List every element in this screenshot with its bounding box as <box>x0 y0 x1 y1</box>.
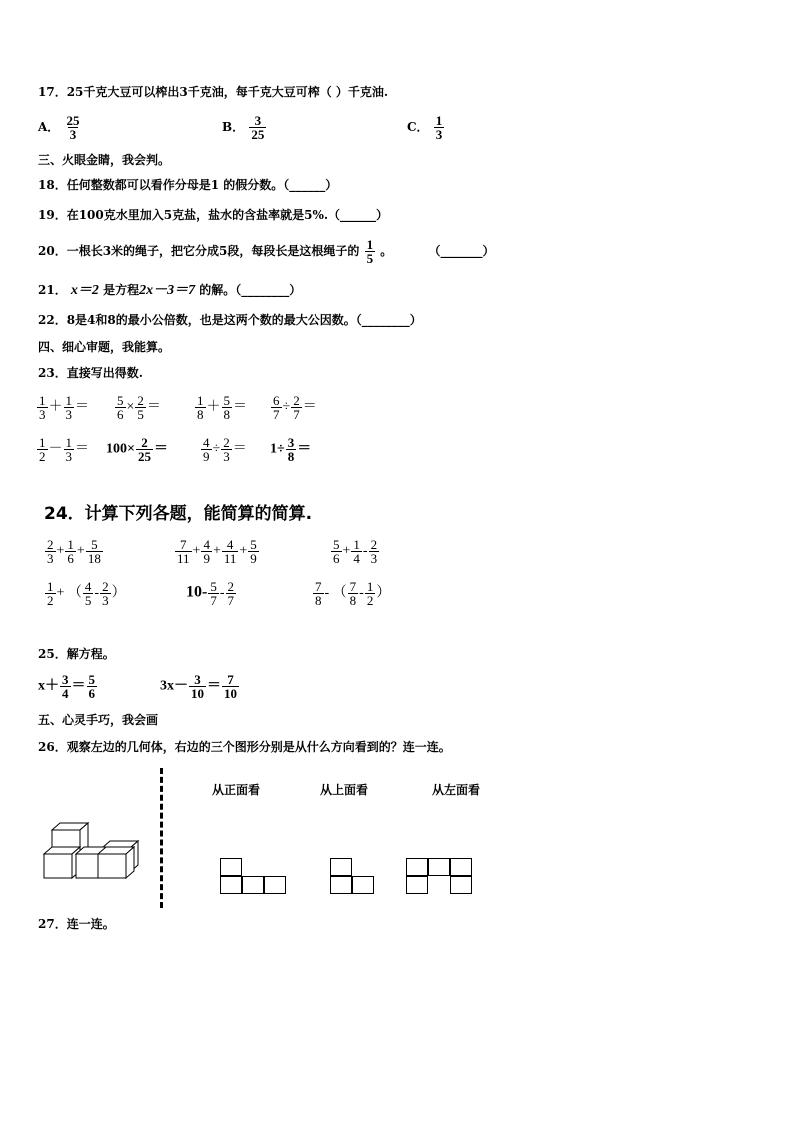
q24-title: 24．计算下列各题，能简算的简算. <box>44 504 313 524</box>
q20-text: 20．一根长3米的绳子，把它分成5段，每段长是这根绳子的 $\frac{1}{5}$ 。 （_______） <box>38 237 495 266</box>
q19-text: 19．在100克水里加入5克盐，盐水的含盐率就是5%.（______） <box>38 208 389 222</box>
q17-text: 17．25千克大豆可以榨出3千克油，每千克大豆可榨（ ）千克油. <box>38 85 389 99</box>
q24-expr-1: $\frac{2}{3}$ + $\frac{1}{6}$ + $\frac{5}{18}$ <box>47 537 101 566</box>
section-5-heading: 五、心灵手巧，我会画 <box>38 713 159 727</box>
q25-equation-2: 3x－ $\frac{3}{10}$ ＝ $\frac{7}{10}$ <box>160 672 237 701</box>
fraction: $\frac{1}{5}$ <box>366 237 374 266</box>
q26-title: 26．观察左边的几何体，右边的三个图形分别是从什么方向看到的？连一连。 <box>38 740 451 754</box>
section-3-heading: 三、火眼金睛，我会判。 <box>38 153 171 167</box>
q23-item-4: $\frac{6}{7}$ ÷ $\frac{2}{7}$ ＝ <box>273 393 317 422</box>
q25-title: 25．解方程。 <box>38 647 115 661</box>
q23-item-6: 100× $\frac{2}{25}$ ＝ <box>106 435 168 464</box>
cube-solid-figure <box>40 820 144 884</box>
q25-equation-1: x＋ $\frac{3}{4}$ ＝ $\frac{5}{6}$ <box>38 672 95 701</box>
q17-option-c[interactable] <box>407 114 445 141</box>
q23-item-3: $\frac{1}{8}$ ＋ $\frac{5}{8}$ ＝ <box>197 393 247 422</box>
fraction: $\frac{3}{25}$ <box>251 113 265 142</box>
option-label: A． <box>38 120 60 134</box>
option-label: C． <box>407 120 429 134</box>
q23-item-1: $\frac{1}{3}$ ＋ $\frac{1}{3}$ ＝ <box>39 393 89 422</box>
view-label-top[interactable]: 从上面看 <box>320 783 369 797</box>
fraction: $\frac{25}{3}$ <box>66 113 80 142</box>
option-label: B． <box>222 120 245 134</box>
view-label-left[interactable]: 从左面看 <box>432 783 481 797</box>
q24-expr-4: $\frac{1}{2}$ + （ $\frac{4}{5}$ - $\frac{2}{3}$ ） <box>47 579 126 608</box>
q23-item-7: $\frac{4}{9}$ ÷ $\frac{2}{3}$ ＝ <box>203 435 247 464</box>
q23-item-8: 1÷ $\frac{3}{8}$ ＝ <box>270 435 312 464</box>
q21-text: 21． x＝2 是方程2x－3＝7 的解。（________） <box>38 283 302 298</box>
view-label-front[interactable]: 从正面看 <box>212 783 261 797</box>
q24-expr-6: $\frac{7}{8}$ - （ $\frac{7}{8}$ - $\frac{1}{2}$ ） <box>315 579 391 608</box>
q23-item-5: $\frac{1}{2}$ － $\frac{1}{3}$ ＝ <box>39 435 89 464</box>
q24-expr-3: $\frac{5}{6}$ + $\frac{1}{4}$ - $\frac{2}{3}$ <box>333 537 378 566</box>
q23-title: 23．直接写出得数. <box>38 366 143 380</box>
q24-expr-5: 10- $\frac{5}{7}$ - $\frac{2}{7}$ <box>186 579 234 608</box>
q18-text: 18．任何整数都可以看作分母是1 的假分数。（______） <box>38 178 338 192</box>
q27-text: 27．连一连。 <box>38 917 115 931</box>
q17-option-b[interactable] <box>222 114 267 141</box>
answer-blank[interactable]: （_______） <box>428 244 495 258</box>
q17-option-a[interactable] <box>38 114 83 141</box>
q23-item-2: $\frac{5}{6}$ × $\frac{2}{5}$ ＝ <box>117 393 161 422</box>
dashed-divider <box>160 768 163 908</box>
fraction: $\frac{1}{3}$ <box>435 113 443 142</box>
q22-text: 22．8是4和8的最小公倍数，也是这两个数的最大公因数。（________） <box>38 313 422 327</box>
section-4-heading: 四、细心审题，我能算。 <box>38 340 171 354</box>
q24-expr-2: $\frac{7}{11}$ + $\frac{4}{9}$ + $\frac{4}{11}$ + $\frac{5}{9}$ <box>177 537 257 566</box>
